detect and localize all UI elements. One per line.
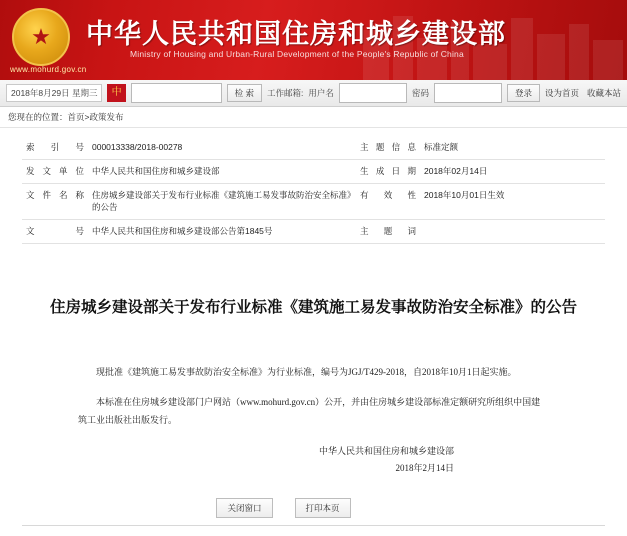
username-input[interactable] <box>339 83 407 103</box>
meta-value: 中华人民共和国住房和城乡建设部公告第1845号 <box>88 220 356 244</box>
meta-value: 2018年02月14日 <box>420 159 605 183</box>
close-window-button[interactable]: 关闭窗口 <box>216 498 272 518</box>
document-signature <box>0 443 549 477</box>
meta-value: 000013338/2018-00278 <box>88 136 356 159</box>
meta-key: 主题信息 <box>356 136 420 159</box>
meta-key: 有 效 性 <box>356 183 420 220</box>
table-row <box>22 183 605 220</box>
search-button[interactable]: 检 索 <box>227 84 262 102</box>
site-url: www.mohurd.gov.cn <box>10 65 87 74</box>
table-row <box>22 220 605 244</box>
site-title: 中华人民共和国住房和城乡建设部 <box>86 19 506 49</box>
meta-value <box>420 220 605 244</box>
password-input[interactable] <box>434 83 502 103</box>
metadata-section <box>0 128 627 244</box>
breadcrumb-path[interactable]: 首页>政策发布 <box>67 112 124 122</box>
meta-key: 索引号 <box>22 136 88 159</box>
add-favorite-link[interactable]: 收藏本站 <box>586 88 621 98</box>
meta-key: 发文单位 <box>22 159 88 183</box>
meta-key: 文件名称 <box>22 183 88 220</box>
ministry-logo-icon: 中 <box>107 84 125 102</box>
meta-value: 2018年10月01日生效 <box>420 183 605 220</box>
footer-actions <box>0 498 627 518</box>
meta-value: 标准定额 <box>420 136 605 159</box>
toolbar-right-links <box>545 87 621 99</box>
current-date: 2018年8月29日 星期三 <box>6 84 102 102</box>
table-row <box>22 159 605 183</box>
document-paragraph: 现批准《建筑施工易发事故防治安全标准》为行业标准，编号为JGJ/T429-2018，自2018年10月1日起实施。 <box>96 366 517 377</box>
metadata-table <box>22 136 605 244</box>
table-row <box>22 136 605 159</box>
print-page-button[interactable]: 打印本页 <box>295 498 351 518</box>
toolbar <box>0 80 627 107</box>
password-label: 密码 <box>411 88 429 98</box>
signature-date: 2018年2月14日 <box>395 462 454 473</box>
signature-org: 中华人民共和国住房和城乡建设部 <box>318 445 454 456</box>
set-homepage-link[interactable]: 设为首页 <box>544 88 579 98</box>
national-emblem-icon <box>12 8 70 66</box>
breadcrumb-label: 您现在的位置： <box>8 112 68 122</box>
login-button[interactable]: 登录 <box>507 84 540 102</box>
meta-key: 生成日期 <box>356 159 420 183</box>
footer-divider <box>22 525 605 526</box>
meta-value: 中华人民共和国住房和城乡建设部 <box>88 159 356 183</box>
document-body <box>78 363 549 429</box>
page-title: 住房城乡建设部关于发布行业标准《建筑施工易发事故防治安全标准》的公告 <box>49 298 577 316</box>
emblem-star-icon: ★ <box>31 24 51 49</box>
meta-value: 住房城乡建设部关于发布行业标准《建筑施工易发事故防治安全标准》的公告 <box>88 183 356 220</box>
mail-label: 工作邮箱: <box>267 88 304 98</box>
username-label: 用户名 <box>308 88 334 98</box>
site-subtitle: Ministry of Housing and Urban-Rural Development of the People's Republic of China <box>130 49 464 59</box>
meta-key: 主 题 词 <box>356 220 420 244</box>
breadcrumb <box>0 107 627 128</box>
meta-key: 文 号 <box>22 220 88 244</box>
document-paragraph: 本标准在住房城乡建设部门户网站（www.mohurd.gov.cn）公开，并由住房城乡建设部标准定额研究所组织中国建筑工业出版社出版发行。 <box>78 396 541 425</box>
search-input[interactable] <box>131 83 222 103</box>
site-banner <box>0 0 627 80</box>
